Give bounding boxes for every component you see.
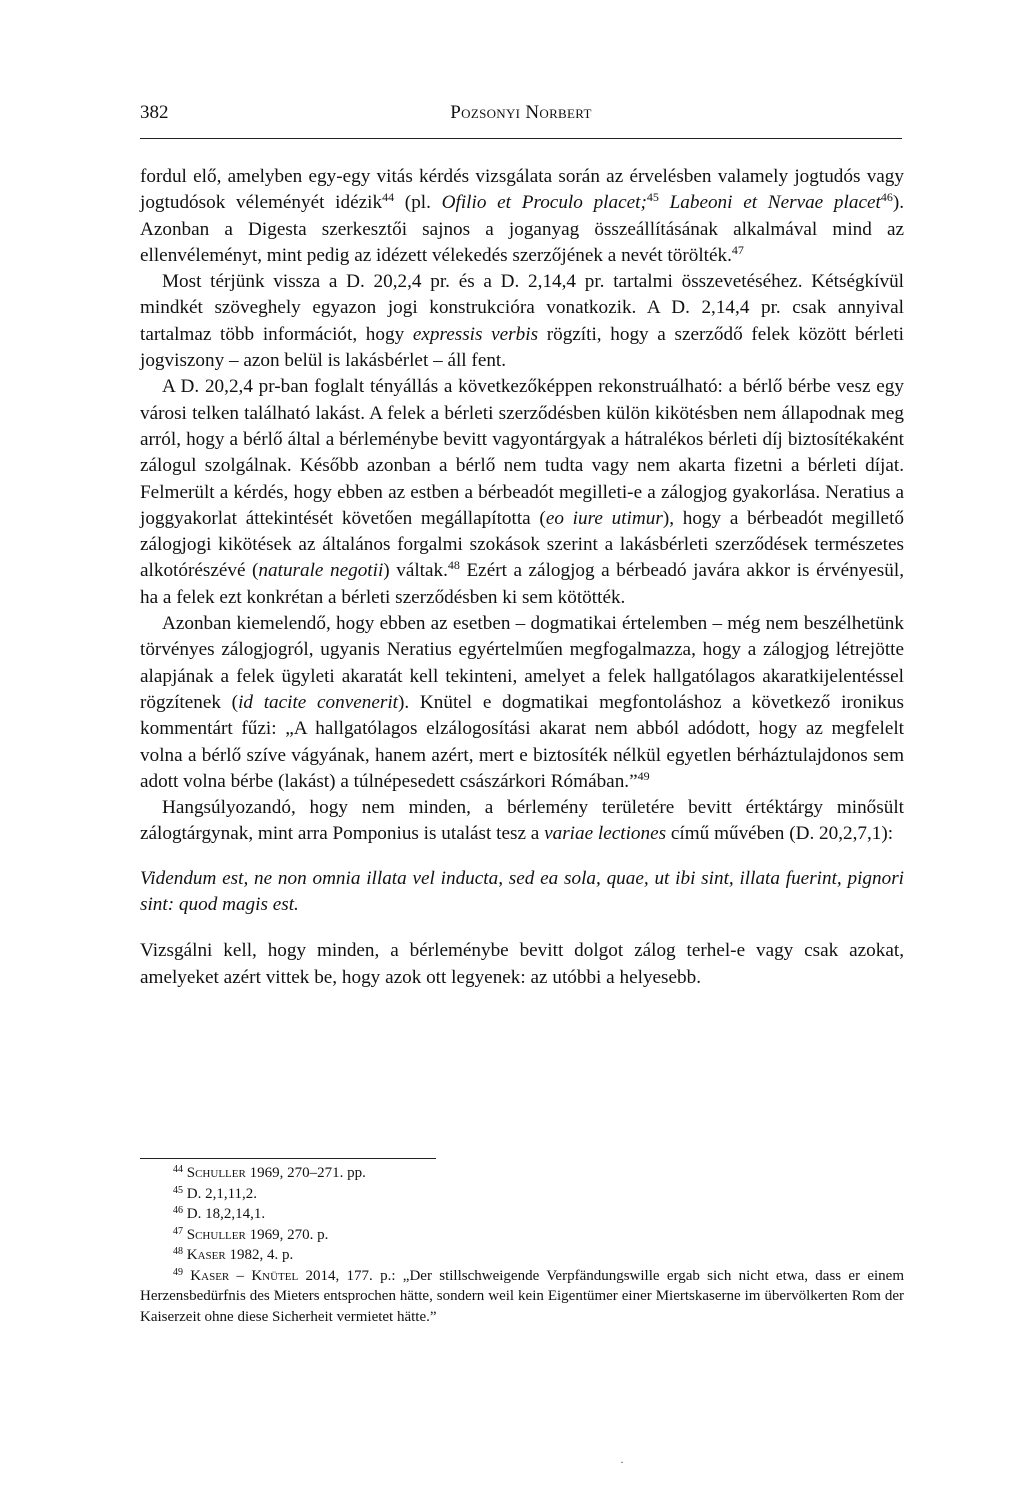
footnote-45: $^{45}$ D. 2,1,11,2. [173,1184,258,1202]
page-header [140,98,902,139]
footnote-49: $^{49}$ Kaser – Knütel 2014, 177. p.: „Der stillschweigende Verpfändungswille ergab sich nicht etwa, dass er einem Herzensbedürfnis des Mieters entsprochen hätte, sondern weil kein Eigentümer einer Miertskaserne im übervölkerten Rom der Kaiserzeit ohne diese Sicherheit vermietet hätte.” [140,1266,905,1325]
footnote-rule [140,1158,436,1159]
paragraph-1: fordul elő, amelyben egy-egy vitás kérdés vizsgálata során az érvelésben valamely jogtudós vagy jogtudósok véleményét idézik$^{44}$ (pl. Ofilio et Proculo placet;$^{45}$ Labeoni et Nervae placet$^{46}$). Azonban a Digesta szerkesztői sajnos a joganyag összeállításának alkalmával mind az ellenvéleményt, mint pedig az idézett vélekedés szerzőjének a nevét törölték.$^{47}$ [140,166,905,266]
footnote-46: $^{46}$ D. 18,2,14,1. [173,1205,266,1222]
scan-speck: · [620,1455,624,1469]
footnote-ref-45[interactable]: 45 [646,190,659,205]
footnote-ref-48[interactable]: 48 [447,558,460,573]
page-number: 382 [140,102,169,123]
footnote-47: $^{47}$ Schuller 1969, 270. p. [173,1225,329,1243]
footnote-ref-44[interactable]: 44 [382,190,395,205]
footnote-ref-47[interactable]: 47 [731,242,744,257]
paragraph-2: Most térjünk vissza a D. 20,2,4 pr. és a D. 2,14,4 pr. tartalmi összevetéséhez. Kétségkívül mindkét szöveghely egyazon jogi konstrukcióra vonatkozik. A D. 2,14,4 pr. csak annyival tartalmaz több információt, hogy expressis verbis rögzíti, hogy a szerződő felek között bérleti jogviszony – azon belül is lakásbérlet – áll fent. [140,271,904,372]
footnote-44: $^{44}$ Schuller 1969, 270–271. pp. [173,1164,366,1181]
footnote-48: $^{48}$ Kaser 1982, 4. p. [173,1246,294,1263]
footnotes [140,1158,904,1327]
latin-quote: Videndum est, ne non omnia illata vel inducta, sed ea sola, quae, ut ibi sint, illata fuerint, pignori sint: quod magis est. [140,867,904,916]
running-head: Pozsonyi Norbert [450,102,592,123]
paragraph-4: Azonban kiemelendő, hogy ebben az esetben – dogmatikai értelemben – még nem beszélhetünk törvényes zálogjogról, ugyanis Neratius egyértelműen megfogalmazza, hogy a zálogjog létrejötte alapjának a felek ügyleti akaratát kell tekinteni, amelyet a felek hallgatólagos akaratkijelentéssel rögzítenek (id tacite convenerit). Knütel e dogmatikai megfontoláshoz a következő ironikus kommentárt fűzi: „A hallgatólagos elzálogosítási akarat nem abból adódott, hogy az megfelelt volna a bérlő szíve vágyának, hanem azért, mert e biztosíték nélkül egyetlen bérháztulajdonos sem adott volna bérbe (lakást) a túlnépesedett császárkori Rómában.”$^{49}$ [140,613,904,792]
main-text [140,164,904,991]
footnote-ref-49[interactable]: 49 [637,768,650,783]
paragraph-5: Hangsúlyozandó, hogy nem minden, a bérlemény területére bevitt értéktárgy minősült zálogtárgynak, mint arra Pomponius is utalást tesz a variae lectiones című művében (D. 20,2,7,1): [140,797,904,845]
footnote-ref-46[interactable]: 46 [880,190,893,205]
paragraph-6-translation: Vizsgálni kell, hogy minden, a bérleménybe bevitt dolgot zálog terhel-e vagy csak azokat, amelyeket azért vittek be, hogy azok ott legyenek: az utóbbi a helyesebb. [140,940,904,988]
paragraph-3: A D. 20,2,4 pr-ban foglalt tényállás a következőképpen rekonstruálható: a bérlő bérbe vesz egy városi telken található lakást. A felek a bérleti szerződésben külön kikötésben nem állapodnak meg arról, hogy a bérlő által a bérleménybe bevitt vagyontárgyak a hátralékos bérleti díj biztosítékaként zálogul szolgálnak. Később azonban a bérlő nem tudta vagy nem akarta fizetni a bérleti díjat. Felmerült a kérdés, hogy ebben az estben a bérbeadót megilleti-e a zálogjog gyakorlása. Neratius a joggyakorlat áttekintését követően megállapította (eo iure utimur), hogy a bérbeadót megillető zálogjogi kikötések az általános forgalmi szokások szerint a lakásbérleti szerződések természetes alkotórészévé (naturale negotii) váltak.$^{48}$ Ezért a zálogjog a bérbeadó javára akkor is érvényesül, ha a felek ezt konkrétan a bérleti szerződésben ki sem kötötték. [140,376,904,608]
